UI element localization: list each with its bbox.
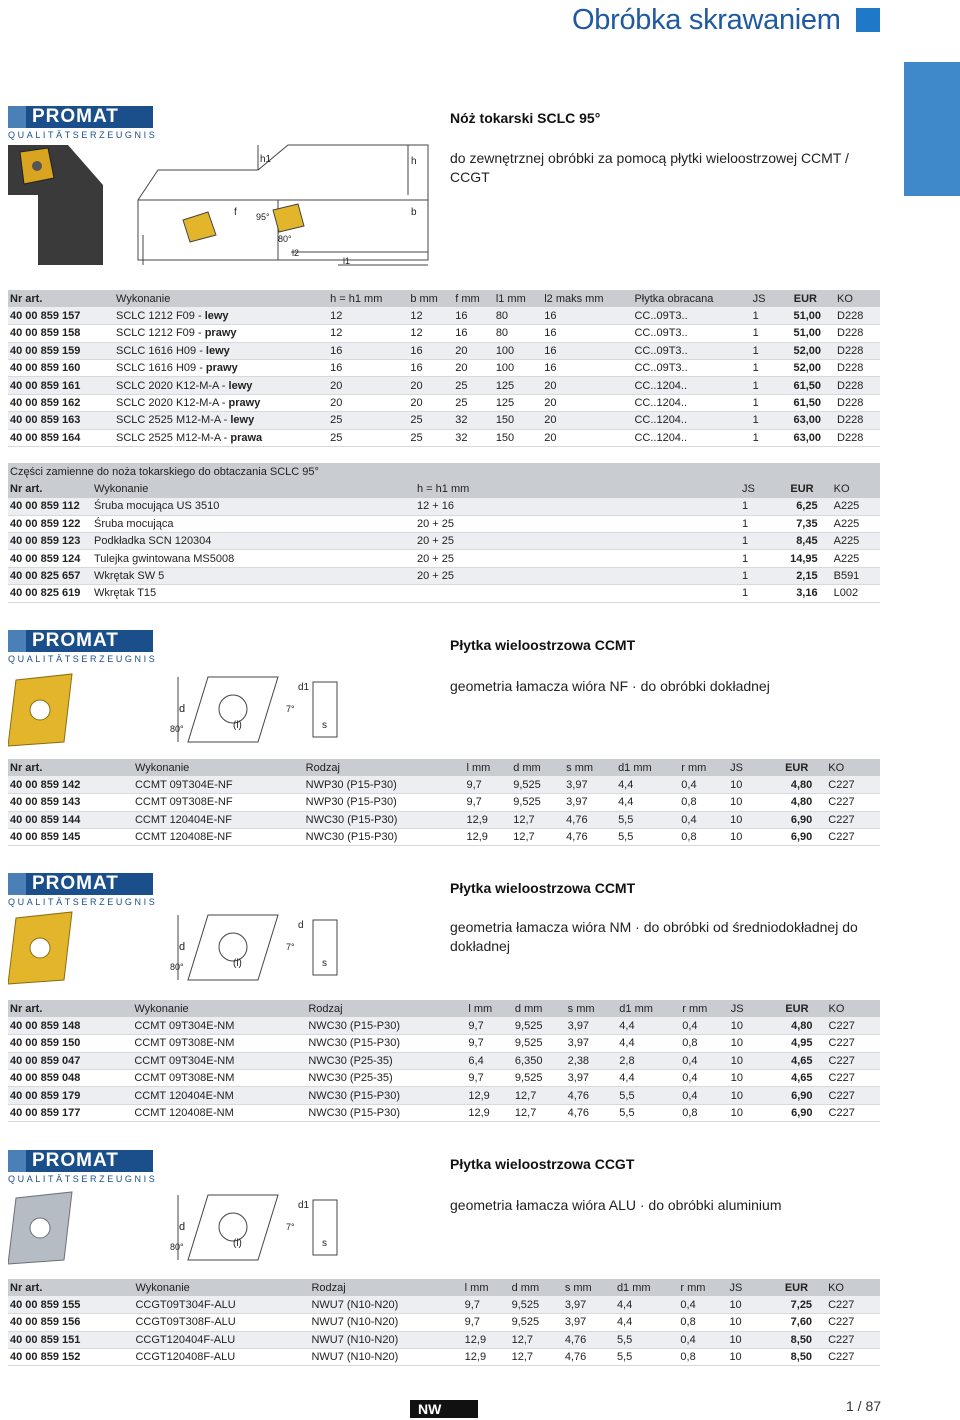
svg-text:NW: NW [418, 1401, 442, 1417]
ko-code: D228 [831, 377, 880, 394]
table-row: 40 00 859 164 SCLC 2525 M12-M-A - prawa 25 25 32 150 20 CC..1204.. 1 63,00 D228 [8, 429, 880, 446]
alu-label-l: (l) [233, 1238, 242, 1249]
nf-label-d1: d1 [298, 682, 310, 693]
price: 51,00 [775, 307, 831, 324]
ko-code: C227 [823, 1070, 880, 1087]
table-row: 40 00 859 122 Śruba mocująca 20 + 25 1 7,35 A225 [8, 515, 880, 532]
table-row: 40 00 859 177 CCMT 120408E-NM NWC30 (P15-P30) 12,9 12,7 4,76 5,5 0,8 10 6,90 C227 [8, 1104, 880, 1121]
page-title: Obróbka skrawaniem [572, 4, 841, 36]
table-row: 40 00 825 619 Wkrętak T15 1 3,16 L002 [8, 585, 880, 602]
variant-cell: SCLC 2525 M12-M-A - prawa [114, 429, 328, 446]
ko-code: C227 [823, 1052, 880, 1069]
nf-label-7: 7° [286, 704, 295, 714]
alu-label-80: 80° [170, 1242, 184, 1252]
alu-label-7: 7° [286, 1222, 295, 1232]
label-l1: l1 [343, 256, 351, 266]
article-number: 40 00 859 112 [8, 498, 92, 515]
price: 4,80 [756, 794, 822, 811]
label-h1: h1 [260, 154, 272, 165]
article-number: 40 00 825 657 [8, 567, 92, 584]
spares-title: Części zamienne do noża tokarskiego do obtaczania SCLC 95° [8, 463, 880, 480]
title-square-decoration [856, 8, 880, 32]
table-row: 40 00 859 123 Podkładka SCN 120304 20 + 25 1 8,45 A225 [8, 533, 880, 550]
ko-code: A225 [828, 515, 880, 532]
price: 4,65 [757, 1052, 823, 1069]
ko-code: L002 [828, 585, 880, 602]
ko-code: D228 [831, 394, 880, 411]
price: 8,45 [766, 533, 827, 550]
table-row: 40 00 859 156 CCGT09T308F-ALU NWU7 (N10-N20) 9,7 9,525 3,97 4,4 0,8 10 7,60 C227 [8, 1314, 880, 1331]
label-b: b [411, 207, 417, 218]
article-number: 40 00 859 163 [8, 412, 114, 429]
ko-code: C227 [822, 794, 880, 811]
price: 4,80 [757, 1017, 823, 1034]
article-number: 40 00 859 177 [8, 1104, 132, 1121]
price: 7,35 [766, 515, 827, 532]
price: 6,90 [757, 1087, 823, 1104]
price: 7,25 [756, 1296, 822, 1313]
footer-logo [410, 1400, 478, 1418]
price: 4,65 [757, 1070, 823, 1087]
article-number: 40 00 859 157 [8, 307, 114, 324]
ko-code: A225 [828, 550, 880, 567]
table-row: 40 00 859 047 CCMT 09T304E-NM NWC30 (P25-35) 6,4 6,350 2,38 2,8 0,4 10 4,65 C227 [8, 1052, 880, 1069]
holder-drawing [8, 140, 433, 272]
table-row: 40 00 859 159 SCLC 1616 H09 - lewy 16 16 20 100 16 CC..09T3.. 1 52,00 D228 [8, 342, 880, 359]
article-number: 40 00 859 148 [8, 1017, 132, 1034]
holder-title: Nóż tokarski SCLC 95° [450, 110, 601, 126]
ko-code: D228 [831, 360, 880, 377]
alu-description: geometria łamacza wióra ALU · do obróbki aluminium [450, 1197, 782, 1213]
table-row: 40 00 825 657 Wkrętak SW 5 20 + 25 1 2,15 B591 [8, 567, 880, 584]
ko-code: C227 [823, 1035, 880, 1052]
price: 52,00 [775, 360, 831, 377]
ko-code: C227 [823, 1017, 880, 1034]
article-number: 40 00 859 123 [8, 533, 92, 550]
price: 14,95 [766, 550, 827, 567]
nm-label-s: s [322, 958, 327, 969]
price: 8,50 [756, 1349, 822, 1366]
article-number: 40 00 859 143 [8, 794, 133, 811]
page-number: 1 / 87 [846, 1398, 882, 1414]
article-number: 40 00 859 161 [8, 377, 114, 394]
nm-table: Nr art. Wykonanie Rodzaj l mm d mm s mm d1 mm r mm JS EUR KO 40 00 859 148 CCMT 09T304E-NM NWC30 (P15-P30) 9,7 9,525 3,97 4,4 0,4 10 4,80 C227 40 00 859 150 CCMT 09T308E-NM NWC30 (P15-P30) 9,7 9,525 3,97 4,4 0,8 10 4,95 C227 40 00 859 047 CCMT 09T304E-NM NWC30 (P25-35) 6,4 6,350 2,38 2,8 0,4 10 4,65 C227 40 00 859 048 CCMT 09T308E-NM NWC30 (P25-35) 9,7 9,525 3,97 4,4 0,4 10 4,65 C227 40 00 859 179 CCMT 120404E-NM NWC30 (P15-P30) 12,9 12,7 4,76 5,5 0,4 10 6,90 C227 40 00 859 177 CCMT 120408E-NM NWC30 (P15-P30) 12,9 12,7 4,76 5,5 0,8 10 6,90 C227 [8, 1000, 880, 1122]
table-row: 40 00 859 158 SCLC 1212 F09 - prawy 12 12 16 80 16 CC..09T3.. 1 51,00 D228 [8, 325, 880, 342]
nf-label-d: d [179, 703, 186, 715]
table-row: 40 00 859 157 SCLC 1212 F09 - lewy 12 12 16 80 16 CC..09T3.. 1 51,00 D228 [8, 307, 880, 324]
price: 3,16 [766, 585, 827, 602]
ko-code: D228 [831, 429, 880, 446]
article-number: 40 00 859 155 [8, 1296, 133, 1313]
price: 6,90 [756, 811, 822, 828]
table-row: 40 00 859 162 SCLC 2020 K12-M-A - prawy 20 20 25 125 20 CC..1204.. 1 61,50 D228 [8, 394, 880, 411]
article-number: 40 00 859 144 [8, 811, 133, 828]
nm-title: Płytka wieloostrzowa CCMT [450, 880, 636, 896]
article-number: 40 00 859 142 [8, 776, 133, 793]
nf-label-s: s [322, 720, 327, 731]
article-number: 40 00 859 124 [8, 550, 92, 567]
alu-title: Płytka wieloostrzowa CCGT [450, 1156, 635, 1172]
price: 52,00 [775, 342, 831, 359]
nm-label-d1: d [298, 920, 304, 931]
article-number: 40 00 859 162 [8, 394, 114, 411]
label-95: 95° [256, 212, 270, 222]
brand-logo-nf: PROMAT QUALITÄTSERZEUGNIS [8, 630, 158, 664]
alu-table: Nr art. Wykonanie Rodzaj l mm d mm s mm d1 mm r mm JS EUR KO 40 00 859 155 CCGT09T304F-ALU NWU7 (N10-N20) 9,7 9,525 3,97 4,4 0,4 10 7,25 C227 40 00 859 156 CCGT09T308F-ALU NWU7 (N10-N20) 9,7 9,525 3,97 4,4 0,8 10 7,60 C227 40 00 859 151 CCGT120404F-ALU NWU7 (N10-N20) 12,9 12,7 4,76 5,5 0,4 10 8,50 C227 40 00 859 152 CCGT120408F-ALU NWU7 (N10-N20) 12,9 12,7 4,76 5,5 0,8 10 8,50 C227 [8, 1279, 880, 1366]
alu-drawing [8, 1190, 348, 1266]
nf-label-l: (l) [233, 720, 242, 731]
variant-cell: SCLC 1616 H09 - prawy [114, 360, 328, 377]
ko-code: C227 [822, 811, 880, 828]
variant-cell: SCLC 2525 M12-M-A - lewy [114, 412, 328, 429]
nm-drawing [8, 910, 348, 986]
price: 8,50 [756, 1331, 822, 1348]
table-row: 40 00 859 143 CCMT 09T308E-NF NWP30 (P15-P30) 9,7 9,525 3,97 4,4 0,8 10 4,80 C227 [8, 794, 880, 811]
variant-cell: SCLC 1616 H09 - lewy [114, 342, 328, 359]
table-row: 40 00 859 161 SCLC 2020 K12-M-A - lewy 20 20 25 125 20 CC..1204.. 1 61,50 D228 [8, 377, 880, 394]
nf-title: Płytka wieloostrzowa CCMT [450, 637, 636, 653]
ko-code: D228 [831, 412, 880, 429]
article-number: 40 00 825 619 [8, 585, 92, 602]
ko-code: B591 [828, 567, 880, 584]
price: 2,15 [766, 567, 827, 584]
price: 63,00 [775, 429, 831, 446]
nf-insert-photo [8, 674, 72, 746]
nm-label-7: 7° [286, 942, 295, 952]
ko-code: A225 [828, 533, 880, 550]
ko-code: C227 [822, 1331, 880, 1348]
price: 6,90 [756, 829, 822, 846]
ko-code: C227 [822, 1314, 880, 1331]
ko-code: C227 [822, 776, 880, 793]
article-number: 40 00 859 164 [8, 429, 114, 446]
alu-label-s: s [322, 1238, 327, 1249]
price: 4,95 [757, 1035, 823, 1052]
alu-insert-photo [8, 1192, 72, 1264]
variant-cell: SCLC 2020 K12-M-A - lewy [114, 377, 328, 394]
ko-code: A225 [828, 498, 880, 515]
label-f: f [234, 207, 237, 218]
nf-table: Nr art. Wykonanie Rodzaj l mm d mm s mm d1 mm r mm JS EUR KO 40 00 859 142 CCMT 09T304E-NF NWP30 (P15-P30) 9,7 9,525 3,97 4,4 0,4 10 4,80 C227 40 00 859 143 CCMT 09T308E-NF NWP30 (P15-P30) 9,7 9,525 3,97 4,4 0,8 10 4,80 C227 40 00 859 144 CCMT 120404E-NF NWC30 (P15-P30) 12,9 12,7 4,76 5,5 0,4 10 6,90 C227 40 00 859 145 CCMT 120408E-NF NWC30 (P15-P30) 12,9 12,7 4,76 5,5 0,8 10 6,90 C227 [8, 759, 880, 846]
price: 7,60 [756, 1314, 822, 1331]
variant-cell: SCLC 1212 F09 - prawy [114, 325, 328, 342]
label-80: 80° [278, 234, 292, 244]
table-row: 40 00 859 155 CCGT09T304F-ALU NWU7 (N10-N20) 9,7 9,525 3,97 4,4 0,4 10 7,25 C227 [8, 1296, 880, 1313]
nm-insert-photo [8, 912, 72, 984]
brand-logo-alu: PROMAT QUALITÄTSERZEUGNIS [8, 1150, 158, 1184]
ko-code: D228 [831, 325, 880, 342]
side-tab-marker [904, 62, 960, 196]
article-number: 40 00 859 122 [8, 515, 92, 532]
ko-code: D228 [831, 342, 880, 359]
nm-description: geometria łamacza wióra NM · do obróbki od średniodokładnej do dokładnej [450, 919, 858, 954]
nf-description: geometria łamacza wióra NF · do obróbki dokładnej [450, 678, 770, 694]
price: 6,25 [766, 498, 827, 515]
table-row: 40 00 859 179 CCMT 120404E-NM NWC30 (P15-P30) 12,9 12,7 4,76 5,5 0,4 10 6,90 C227 [8, 1087, 880, 1104]
price: 61,50 [775, 394, 831, 411]
holder-description: do zewnętrznej obróbki za pomocą płytki wieloostrzowej CCMT / CCGT [450, 150, 849, 185]
label-l2: l2 [292, 248, 300, 258]
table-row: 40 00 859 148 CCMT 09T304E-NM NWC30 (P15-P30) 9,7 9,525 3,97 4,4 0,4 10 4,80 C227 [8, 1017, 880, 1034]
article-number: 40 00 859 048 [8, 1070, 132, 1087]
ko-code: C227 [822, 1349, 880, 1366]
price: 61,50 [775, 377, 831, 394]
nf-label-80: 80° [170, 724, 184, 734]
table-row: 40 00 859 145 CCMT 120408E-NF NWC30 (P15-P30) 12,9 12,7 4,76 5,5 0,8 10 6,90 C227 [8, 829, 880, 846]
variant-cell: SCLC 1212 F09 - lewy [114, 307, 328, 324]
nm-label-l: (l) [233, 958, 242, 969]
article-number: 40 00 859 179 [8, 1087, 132, 1104]
ko-code: D228 [831, 307, 880, 324]
table-row: 40 00 859 048 CCMT 09T308E-NM NWC30 (P25-35) 9,7 9,525 3,97 4,4 0,4 10 4,65 C227 [8, 1070, 880, 1087]
article-number: 40 00 859 158 [8, 325, 114, 342]
nm-label-d: d [179, 941, 186, 953]
brand-logo: PROMAT QUALITÄTSERZEUGNIS [8, 106, 158, 140]
table-row: 40 00 859 112 Śruba mocująca US 3510 12 + 16 1 6,25 A225 [8, 498, 880, 515]
table-row: 40 00 859 124 Tulejka gwintowana MS5008 20 + 25 1 14,95 A225 [8, 550, 880, 567]
alu-label-d: d [179, 1221, 186, 1233]
table-row: 40 00 859 163 SCLC 2525 M12-M-A - lewy 25 25 32 150 20 CC..1204.. 1 63,00 D228 [8, 412, 880, 429]
article-number: 40 00 859 156 [8, 1314, 133, 1331]
price: 4,80 [756, 776, 822, 793]
price: 63,00 [775, 412, 831, 429]
holder-table: Nr art. Wykonanie h = h1 mm b mm f mm l1 mm l2 maks mm Płytka obracana JS EUR KO 40 00 859 157 SCLC 1212 F09 - lewy 12 12 16 80 16 CC..09T3.. 1 51,00 D228 40 00 859 158 SCLC 1212 F09 - prawy 12 12 16 80 16 CC..09T3.. 1 51,00 D228 40 00 859 159 SCLC 1616 H09 - lewy 16 16 20 100 16 CC..09T3.. 1 52,00 D228 40 00 859 160 SCLC 1616 H09 - prawy 16 16 20 100 16 CC..09T3.. 1 52,00 D228 40 00 859 161 SCLC 2020 K12-M-A - lewy 20 20 25 125 20 CC..1204.. 1 61,50 D228 40 00 859 162 SCLC 2020 K12-M-A - prawy 20 20 25 125 20 CC..1204.. 1 61,50 D228 40 00 859 163 SCLC 2525 M12-M-A - lewy 25 25 32 150 20 CC..1204.. 1 63,00 D228 40 00 859 164 SCLC 2525 M12-M-A - prawa 25 25 32 150 20 CC..1204.. 1 63,00 D228 [8, 290, 880, 447]
article-number: 40 00 859 150 [8, 1035, 132, 1052]
spares-table: Części zamienne do noża tokarskiego do obtaczania SCLC 95° Nr art. Wykonanie h = h1 mm JS EUR KO 40 00 859 112 Śruba mocująca US 3510 12 + 16 1 6,25 A225 40 00 859 122 Śruba mocująca 20 + 25 1 7,35 A225 40 00 859 123 Podkładka SCN 120304 20 + 25 1 8,45 A225 40 00 859 124 Tulejka gwintowana MS5008 20 + 25 1 14,95 A225 40 00 825 657 Wkrętak SW 5 20 + 25 1 2,15 B591 40 00 825 619 Wkrętak T15 1 3,16 L002 [8, 463, 880, 603]
article-number: 40 00 859 047 [8, 1052, 132, 1069]
table-row: 40 00 859 151 CCGT120404F-ALU NWU7 (N10-N20) 12,9 12,7 4,76 5,5 0,4 10 8,50 C227 [8, 1331, 880, 1348]
article-number: 40 00 859 160 [8, 360, 114, 377]
nm-label-80: 80° [170, 962, 184, 972]
ko-code: C227 [823, 1104, 880, 1121]
alu-label-d1: d1 [298, 1200, 310, 1211]
article-number: 40 00 859 151 [8, 1331, 133, 1348]
holder-photo [8, 145, 103, 265]
brand-logo-nm: PROMAT QUALITÄTSERZEUGNIS [8, 873, 158, 907]
table-row: 40 00 859 160 SCLC 1616 H09 - prawy 16 16 20 100 16 CC..09T3.. 1 52,00 D228 [8, 360, 880, 377]
table-row: 40 00 859 144 CCMT 120404E-NF NWC30 (P15-P30) 12,9 12,7 4,76 5,5 0,4 10 6,90 C227 [8, 811, 880, 828]
ko-code: C227 [823, 1087, 880, 1104]
table-row: 40 00 859 142 CCMT 09T304E-NF NWP30 (P15-P30) 9,7 9,525 3,97 4,4 0,4 10 4,80 C227 [8, 776, 880, 793]
ko-code: C227 [822, 1296, 880, 1313]
ko-code: C227 [822, 829, 880, 846]
table-row: 40 00 859 152 CCGT120408F-ALU NWU7 (N10-N20) 12,9 12,7 4,76 5,5 0,8 10 8,50 C227 [8, 1349, 880, 1366]
variant-cell: SCLC 2020 K12-M-A - prawy [114, 394, 328, 411]
price: 51,00 [775, 325, 831, 342]
article-number: 40 00 859 145 [8, 829, 133, 846]
nf-drawing [8, 672, 348, 748]
table-row: 40 00 859 150 CCMT 09T308E-NM NWC30 (P15-P30) 9,7 9,525 3,97 4,4 0,8 10 4,95 C227 [8, 1035, 880, 1052]
label-h: h [411, 156, 417, 167]
price: 6,90 [757, 1104, 823, 1121]
article-number: 40 00 859 152 [8, 1349, 133, 1366]
article-number: 40 00 859 159 [8, 342, 114, 359]
